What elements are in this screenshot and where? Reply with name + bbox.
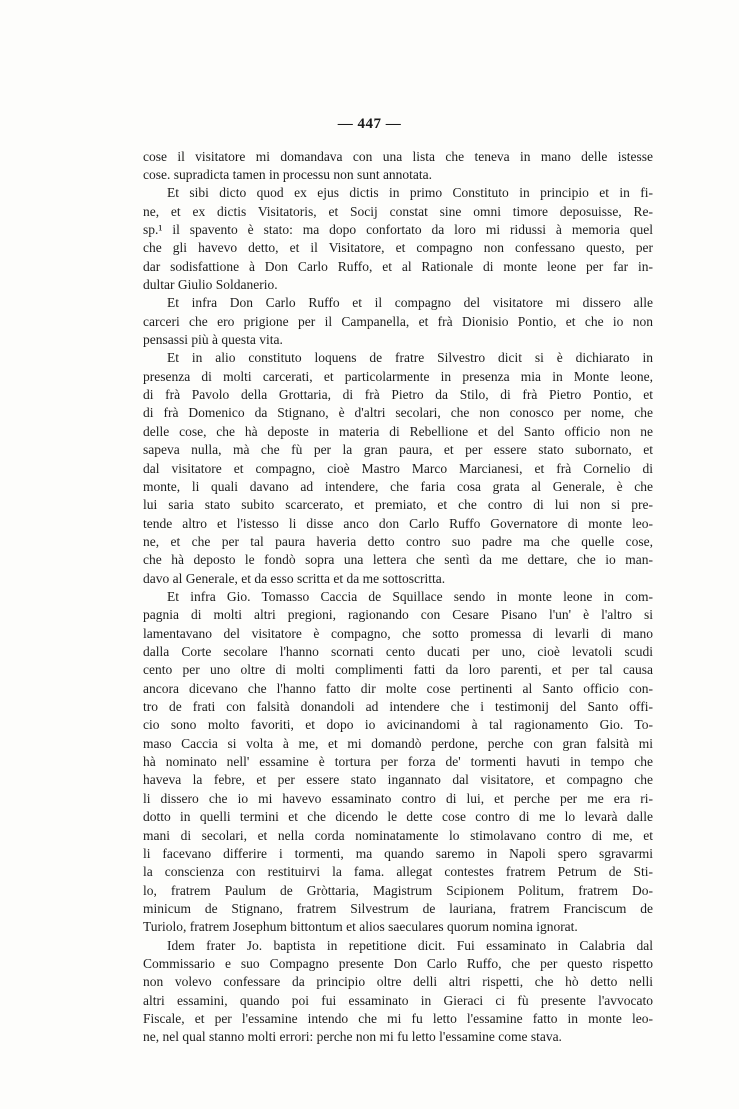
text-line: non volevo confessare da principio oltre delli altri rispetti, che hò detto nelli xyxy=(143,974,653,990)
text-line: Turiolo, fratrem Josephum bittontum et alios saeculares quorum nomina ignorat. xyxy=(143,919,578,935)
text-line: Et infra Don Carlo Ruffo et il compagno del visitatore mi dissero alle xyxy=(167,295,653,311)
text-line: altri essamini, quando poi fui essaminato in Gieraci ci fù presente l'avvocato xyxy=(143,992,653,1008)
text-line: mani di secolari, et nella corda nominatamente lo stimolavano contro di me, et xyxy=(143,827,653,843)
text-line: che hà deposto le fondò sopra una lettera che sentì da me dettare, che io man- xyxy=(143,552,653,568)
text-line: cose il visitatore mi domandava con una lista che teneva in mano delle istesse xyxy=(143,148,653,164)
text-line: cento per uno oltre di molti complimenti fatti da loro parenti, et per tal causa xyxy=(143,662,653,678)
text-line: Et in alio constituto loquens de fratre Silvestro dicit si è dichiarato in xyxy=(167,350,653,366)
text-line: sp.¹ il spavento è stato: ma dopo confortato da loro mi ridussi à memoria quel xyxy=(143,221,653,237)
text-line: pagnia di molti altri pregioni, ragionando con Cesare Pisano l'un' è l'altro si xyxy=(143,607,653,623)
text-line: ancora dicevano che l'hanno fatto dir molte cose pertinenti al Santo officio con- xyxy=(143,680,653,696)
text-line: ne, et ex dictis Visitatoris, et Socij constat sine omni timore deposuisse, Re- xyxy=(143,203,653,219)
text-line: haveva la febre, et per essere stato ingannato dal visitatore, et compagno che xyxy=(143,772,653,788)
text-line: hà nominato nell' essamine è tortura per forza de' tormenti havuti in tempo che xyxy=(143,754,653,770)
text-line: cio sono molto favoriti, et dopo io avicinandomi à tal ragionamento Gio. To- xyxy=(143,717,653,733)
text-line: dal visitatore et compagno, cioè Mastro Marco Marcianesi, et frà Cornelio di xyxy=(143,460,653,476)
text-line: monte, li quali davano ad intendere, che faria cosa grata al Generale, è che xyxy=(143,478,653,494)
text-line: ne, et che per tal paura haveria detto contro suo padre ma che quelle cose, xyxy=(143,533,653,549)
text-line: Et infra Gio. Tomasso Caccia de Squillace sendo in monte leone in com- xyxy=(167,588,653,604)
text-line: tende altro et l'istesso li disse anco don Carlo Ruffo Governatore di monte leo- xyxy=(143,515,653,531)
text-line: lo, fratrem Paulum de Gròttaria, Magistrum Scipionem Politum, fratrem Do- xyxy=(143,882,653,898)
text-line: li facevano differire i tormenti, ma quando saremo in Napoli spero sgravarmi xyxy=(143,845,653,861)
text-line: di frà Domenico da Stignano, è d'altri secolari, che non conosco per nome, che xyxy=(143,405,653,421)
text-line: dultar Giulio Soldanerio. xyxy=(143,277,278,292)
text-line: maso Caccia si volta à me, et mi domandò perdone, perche con gran falsità mi xyxy=(143,735,653,751)
text-line: Idem frater Jo. baptista in repetitione dicit. Fui essaminato in Calabria dal xyxy=(167,937,653,953)
text-line: Fiscale, et per l'essamine intendo che mi fu letto l'essamine fatto in monte leo- xyxy=(143,1011,653,1026)
text-line: dalla Corte secolare l'hanno scornati cento ducati per uno, cioè levatoli scudi xyxy=(143,644,653,659)
text-line: cose. supradicta tamen in processu non sunt annotata. xyxy=(143,166,433,182)
text-line: davo al Generale, et da esso scritta et da me sottoscritta. xyxy=(143,570,446,586)
text-line: Et sibi dicto quod ex ejus dictis in primo Constituto in principio et in fi- xyxy=(167,185,653,201)
text-line: pensassi più à questa vita. xyxy=(143,332,283,347)
page-number: — 447 — xyxy=(337,116,402,132)
text-line: che gli havevo detto, et il Visitatore, et compagno non confessano questo, per xyxy=(143,240,653,256)
text-line: lui saria stato subito scarcerato, et premiato, et che contro di lui non si pre- xyxy=(143,497,653,513)
text-line: delle cose, che hà deposte in materia di Rebellione et del Santo officio non ne xyxy=(143,423,653,439)
text-line: presenza di molti carcerati, et particolarmente in presenza mia in Monte leone, xyxy=(143,368,653,384)
text-line: Commissario e suo Compagno presente Don Carlo Ruffo, che per questo rispetto xyxy=(143,955,653,971)
text-line: carceri che ero prigione per il Campanella, et frà Dionisio Pontio, et che io non xyxy=(143,313,653,329)
text-line: lamentavano del visitatore è compagno, che sotto promessa di levarli di mano xyxy=(143,625,653,641)
text-line: minicum de Stignano, fratrem Silvestrum de lauriana, fratrem Franciscum de xyxy=(143,900,653,916)
text-line: tro de frati con falsità donandoli ad intendere che i testimonij del Santo offi- xyxy=(143,699,653,714)
text-line: sapeva nulla, mà che fù per la gran paura, et per essere stato subornato, et xyxy=(143,442,653,458)
text-line: li dissero che io mi havevo essaminato contro di lui, et perche per me era ri- xyxy=(143,790,653,806)
text-line: ne, nel qual stanno molti errori: perche non mi fu letto l'essamine come stava. xyxy=(143,1029,562,1045)
text-line: dar sodisfattione à Don Carlo Ruffo, et al Rationale di monte leone per far in- xyxy=(143,258,653,274)
text-line: dotto in quelli termini et che dicendo le dette cose contro di me lo levarà dalle xyxy=(143,809,653,825)
text-line: la conscienza con restituirvi la fama. allegat contestes fratrem Petrum de Sti- xyxy=(143,864,653,880)
text-line: di frà Pavolo della Grottaria, di frà Pietro da Stilo, di frà Pietro Pontio, et xyxy=(143,387,653,403)
